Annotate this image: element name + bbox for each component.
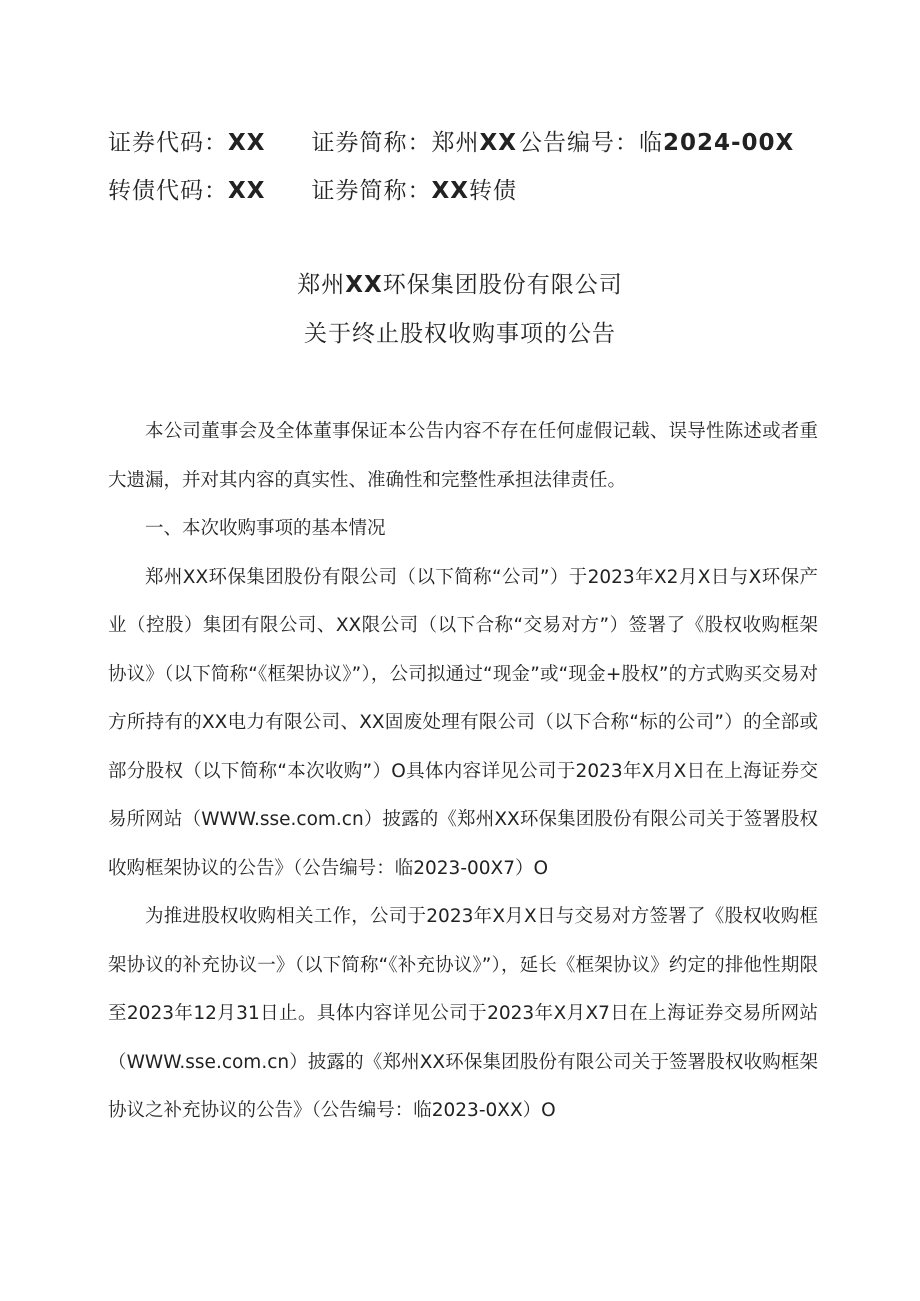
company-title-suffix: 环保集团股份有限公司 bbox=[382, 272, 623, 298]
announcement-body bbox=[108, 408, 818, 1136]
securities-code-label: 证券代码： bbox=[108, 130, 228, 156]
header-securities-line bbox=[108, 124, 794, 157]
announcement-title: 关于终止股权收购事项的公告 bbox=[304, 321, 616, 347]
header-bond-line bbox=[108, 172, 517, 205]
securities-code-value: XX bbox=[228, 130, 266, 156]
bond-code-value: XX bbox=[228, 178, 266, 204]
board-statement: 本公司董事会及全体董事保证本公告内容不存在任何虚假记载、误导性陈述或者重大遗漏，并对其内容的真实性、准确性和完整性承担法律责任。 bbox=[108, 421, 818, 491]
securities-short-name-label: 证券简称：郑州 bbox=[311, 130, 480, 156]
bond-short-name-label: 证券简称： bbox=[311, 178, 432, 204]
company-title-bold: XX bbox=[345, 272, 383, 298]
paragraph-acquisition-basics: 郑州XX环保集团股份有限公司（以下简称“公司”）于2023年X2月X日与X环保产业（控股）集团有限公司、XX限公司（以下合称“交易对方”）签署了《股权收购框架协议》（以下简称“《框架协议》”），公司拟通过“现金”或“现金+股权”的方式购买交易对方所持有的XX电力有限公司、XX固废处理有限公司（以下合称“标的公司”）的全部或部分股权（以下简称“本次收购”）O具体内容详见公司于2023年X月X日在上海证券交易所网站（WWW.sse.com.cn）披露的《郑州XX环保集团股份有限公司关于签署股权收购框架协议的公告》（公告编号：临2023-00X7）O bbox=[108, 566, 818, 879]
notice-number-label: 公告编号：临 bbox=[518, 130, 663, 156]
bond-short-name-suffix: 转债 bbox=[468, 178, 517, 204]
notice-number-value: 2024-00X bbox=[662, 130, 795, 156]
bond-code-label: 转债代码： bbox=[108, 178, 228, 204]
company-title bbox=[0, 266, 920, 299]
securities-short-name-value: XX bbox=[479, 130, 517, 156]
bond-short-name-value: XX bbox=[431, 178, 469, 204]
paragraph-supplementary-agreement: 为推进股权收购相关工作，公司于2023年X月X日与交易对方签署了《股权收购框架协议的补充协议一》（以下简称“《补充协议》”），延长《框架协议》约定的排他性期限至2023年12月31日止。具体内容详见公司于2023年X月X7日在上海证券交易所网站（WWW.sse.com.cn）披露的《郑州XX环保集团股份有限公司关于签署股权收购框架协议之补充协议的公告》（公告编号：临2023-0XX）O bbox=[108, 906, 818, 1121]
section-1-title: 一、本次收购事项的基本情况 bbox=[145, 518, 386, 539]
company-title-prefix: 郑州 bbox=[297, 272, 346, 298]
